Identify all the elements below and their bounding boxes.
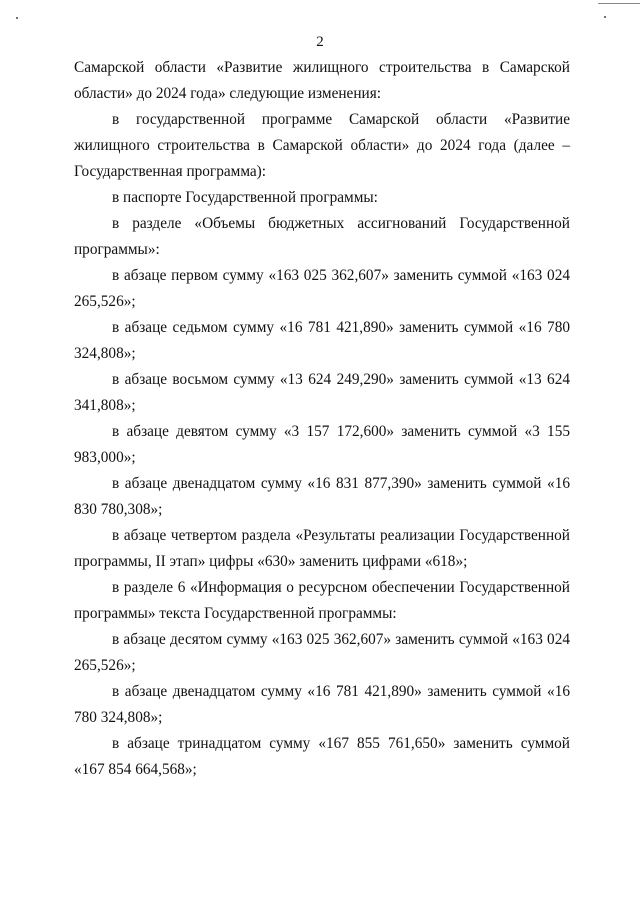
paragraph-amendment: в абзаце девятом сумму «3 157 172,600» заменить суммой «3 155 983,000»;	[74, 423, 570, 466]
paragraph-amendment: в абзаце двенадцатом сумму «16 781 421,890» заменить суммой «16 780 324,808»;	[74, 683, 570, 726]
paragraph-results-section: в абзаце четвертом раздела «Результаты реализации Государственной программы, II этап» цифры «630» заменить цифрами «618»;	[74, 527, 570, 570]
scan-speck	[16, 17, 18, 19]
paragraph-amendment: в абзаце первом сумму «163 025 362,607» заменить суммой «163 024 265,526»;	[74, 267, 570, 310]
paragraph-amendment: в абзаце восьмом сумму «13 624 249,290» заменить суммой «13 624 341,808»;	[74, 371, 570, 414]
paragraph-section-budget: в разделе «Объемы бюджетных ассигнований Государственной программы»:	[74, 215, 570, 258]
page-number: 2	[316, 34, 324, 50]
paragraph-amendment: в абзаце седьмом сумму «16 781 421,890» заменить суммой «16 780 324,808»;	[74, 319, 570, 362]
paragraph-section-6: в разделе 6 «Информация о ресурсном обеспечении Государственной программы» текста Государственной программы:	[74, 579, 570, 622]
paragraph-passport: в паспорте Государственной программы:	[112, 189, 378, 206]
document-body	[74, 55, 570, 783]
scan-speck	[604, 16, 606, 18]
scan-edge-line	[598, 3, 640, 4]
paragraph-program: в государственной программе Самарской области «Развитие жилищного строительства в Самарской области» до 2024 года (далее – Государственная программа):	[74, 111, 570, 180]
paragraph-amendment: в абзаце тринадцатом сумму «167 855 761,650» заменить суммой «167 854 664,568»;	[74, 735, 570, 778]
paragraph-amendment: в абзаце десятом сумму «163 025 362,607» заменить суммой «163 024 265,526»;	[74, 631, 570, 674]
paragraph-amendment: в абзаце двенадцатом сумму «16 831 877,390» заменить суммой «16 830 780,308»;	[74, 475, 570, 518]
paragraph-intro: Самарской области «Развитие жилищного строительства в Самарской области» до 2024 года» следующие изменения:	[74, 59, 570, 102]
